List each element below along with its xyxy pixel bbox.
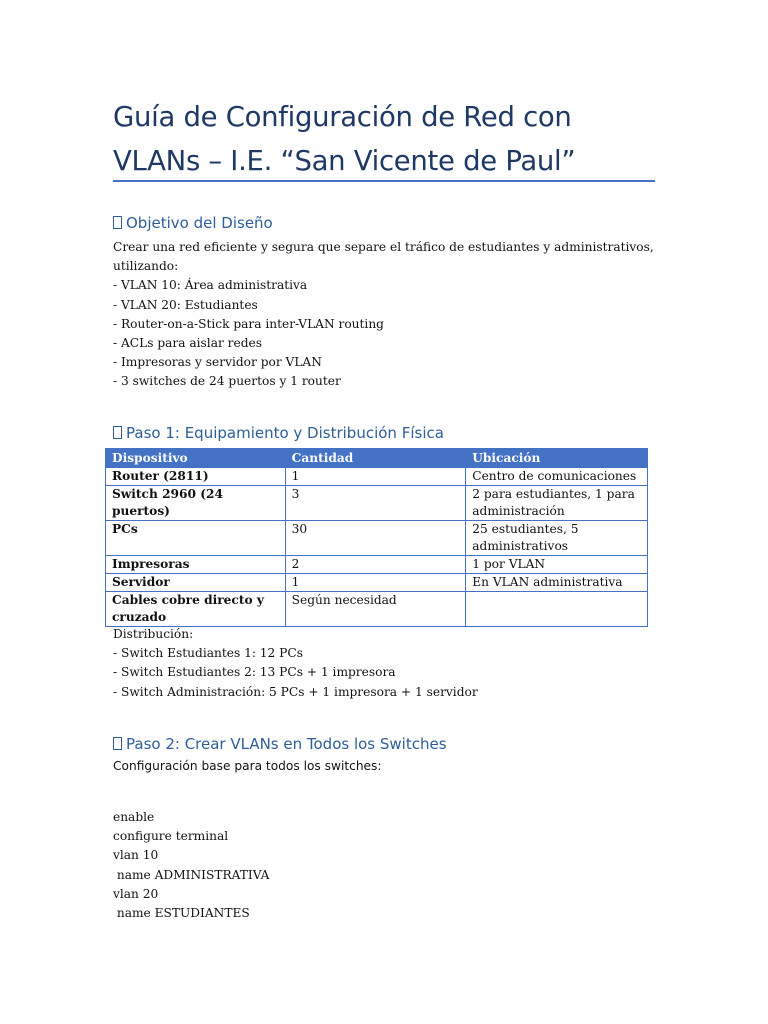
table-header-cell: Dispositivo	[106, 449, 286, 468]
code-line: vlan 10	[113, 848, 159, 863]
table-cell: PCs	[106, 521, 286, 556]
distribution-line: - Switch Administración: 5 PCs + 1 impresora + 1 servidor	[113, 684, 478, 699]
table-cell: Cables cobre directo y cruzado	[106, 592, 286, 627]
objetivo-line: - ACLs para aislar redes	[113, 336, 262, 351]
table-cell: Router (2811)	[106, 468, 286, 486]
table-cell: 1 por VLAN	[466, 556, 648, 574]
table-cell: En VLAN administrativa	[466, 574, 648, 592]
objetivo-line: - Impresoras y servidor por VLAN	[113, 355, 322, 370]
distribution-list	[113, 625, 655, 702]
table-cell: Servidor	[106, 574, 286, 592]
paso-2-intro: Configuración base para todos los switches:	[113, 759, 382, 773]
heading-objetivo	[113, 213, 655, 233]
table-cell: 2	[285, 556, 466, 574]
table-cell: 3	[285, 486, 466, 521]
code-line: enable	[113, 810, 155, 824]
table-row	[106, 556, 648, 574]
page-title-line-1: Guía de Configuración de Red con	[113, 101, 572, 133]
table-row	[106, 574, 648, 592]
table-cell	[466, 592, 648, 627]
table-cell: Según necesidad	[285, 592, 466, 627]
equipment-table	[105, 448, 648, 627]
objetivo-line: utilizando:	[113, 259, 179, 274]
config-code-block	[113, 808, 269, 923]
code-line: vlan 20	[113, 886, 159, 901]
missing-glyph-icon	[113, 426, 122, 439]
missing-glyph-icon	[113, 737, 122, 750]
heading-paso-2	[113, 734, 655, 754]
table-cell: 30	[285, 521, 466, 556]
heading-paso-1-text: Paso 1: Equipamiento y Distribución Física	[126, 424, 444, 442]
missing-glyph-icon	[113, 216, 122, 229]
heading-objetivo-text: Objetivo del Diseño	[126, 214, 273, 232]
table-row	[106, 468, 648, 486]
table-header-cell: Cantidad	[285, 449, 466, 468]
distribution-line: - Switch Estudiantes 1: 12 PCs	[113, 646, 303, 661]
table-header-row	[106, 449, 648, 468]
distribution-line: Distribución:	[113, 627, 194, 641]
objetivo-body	[113, 238, 655, 392]
table-cell: 1	[285, 468, 466, 486]
table-row	[106, 486, 648, 521]
distribution-line: - Switch Estudiantes 2: 13 PCs + 1 impresora	[113, 665, 396, 680]
table-cell: 2 para estudiantes, 1 para administración	[466, 486, 648, 521]
table-cell: 1	[285, 574, 466, 592]
table-cell: 25 estudiantes, 5 administrativos	[466, 521, 648, 556]
table-cell: Switch 2960 (24 puertos)	[106, 486, 286, 521]
table-header-cell: Ubicación	[466, 449, 648, 468]
code-line: name ADMINISTRATIVA	[113, 867, 270, 882]
objetivo-line: - Router-on-a-Stick para inter-VLAN routing	[113, 316, 384, 331]
objetivo-line: - 3 switches de 24 puertos y 1 router	[113, 374, 341, 389]
code-line: configure terminal	[113, 829, 229, 844]
page-title	[113, 95, 655, 183]
table-row	[106, 592, 648, 627]
objetivo-line: - VLAN 20: Estudiantes	[113, 297, 258, 312]
title-divider	[113, 180, 655, 182]
objetivo-line: - VLAN 10: Área administrativa	[113, 278, 308, 293]
table-row	[106, 521, 648, 556]
page-title-line-2: VLANs – I.E. “San Vicente de Paul”	[113, 145, 576, 177]
code-line: name ESTUDIANTES	[113, 906, 250, 921]
heading-paso-2-text: Paso 2: Crear VLANs en Todos los Switches	[126, 735, 447, 753]
table-cell: Centro de comunicaciones	[466, 468, 648, 486]
table-cell: Impresoras	[106, 556, 286, 574]
heading-paso-1	[113, 423, 655, 443]
objetivo-line: Crear una red eficiente y segura que separe el tráfico de estudiantes y administrativos,	[113, 240, 654, 254]
